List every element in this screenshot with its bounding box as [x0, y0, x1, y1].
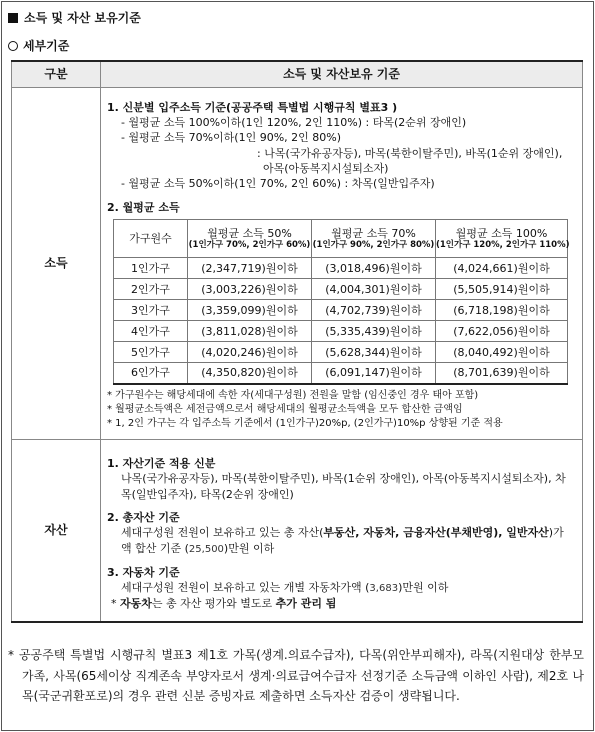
table-row — [114, 342, 568, 363]
asset-text-1: 나목(국가유공자등), 마목(북한이탈주민), 바목(1순위 장애인), 아목(아동복지시설퇴소자), 차목(일반입주자), 타목(2순위 장애인) — [121, 472, 566, 501]
table-cell: (3,359,099)원이하 — [188, 300, 312, 321]
income-col-household — [114, 220, 188, 258]
table-cell: (6,091,147)원이하 — [312, 363, 436, 384]
table-cell: 2인가구 — [114, 279, 188, 300]
column-header-text: (1인가구 120%, 2인가구 110%) — [436, 240, 570, 251]
asset-text-3 — [107, 580, 574, 596]
table-cell: (5,335,439)원이하 — [312, 321, 436, 342]
square-bullet-icon — [8, 13, 18, 23]
table-cell: (5,628,344)원이하 — [312, 342, 436, 363]
text-span: 는 총 자산 평가와 별도로 — [151, 597, 276, 611]
table-cell: (3,003,226)원이하 — [188, 279, 312, 300]
text-span: 추가 관리 됨 — [275, 597, 337, 611]
asset-note — [107, 596, 574, 611]
subsection-title: 세부기준 — [8, 38, 69, 55]
income-line-1: - 월평균 소득 100%이하(1인 120%, 2인 110%) : 타목(2순위 장애인) — [121, 115, 467, 129]
section-title: 소득 및 자산 보유기준 — [8, 10, 141, 27]
asset-row — [12, 439, 583, 622]
column-header-text: (1인가구 90%, 2인가구 80%) — [312, 240, 435, 251]
table-row — [114, 363, 568, 384]
income-col-50 — [188, 220, 312, 258]
header-criteria: 소득 및 자산보유 기준 — [101, 61, 583, 87]
income-note-2: * 월평균소득액은 세전금액으로서 해당세대의 월평균소득액을 모두 합산한 금액임 — [107, 403, 463, 415]
text-span: 세대구성원 전원이 보유하고 있는 개별 자동차가액 ( — [121, 581, 370, 595]
table-cell: (4,020,246)원이하 — [188, 342, 312, 363]
header-category: 구분 — [12, 61, 101, 87]
table-cell: (5,505,914)원이하 — [436, 279, 568, 300]
asset-heading-3: 3. 자동차 기준 — [107, 565, 180, 579]
income-criteria — [101, 87, 583, 439]
table-cell: (4,004,301)원이하 — [312, 279, 436, 300]
text-span: )만원 이하 — [398, 581, 449, 595]
text-span: 자동차 — [120, 597, 152, 611]
table-cell: (8,701,639)원이하 — [436, 363, 568, 384]
asset-heading-2: 2. 총자산 기준 — [107, 510, 180, 524]
income-line-2: - 월평균 소득 70%이하(1인 90%, 2인 80%) — [121, 131, 342, 145]
text-span: 부동산, 자동차, 금융자산(부채반영), 일반자산 — [323, 526, 549, 540]
table-cell: 4인가구 — [114, 321, 188, 342]
table-cell: (6,718,198)원이하 — [436, 300, 568, 321]
asset-criteria — [101, 439, 583, 622]
table-cell: 5인가구 — [114, 342, 188, 363]
table-cell: (7,622,056)원이하 — [436, 321, 568, 342]
column-header-text: 월평균 소득 70% — [331, 226, 416, 240]
income-line-5: - 월평균 소득 50%이하(1인 70%, 2인 60%) : 차목(일반입주자) — [121, 177, 435, 191]
income-line-4: 아목(아동복지시설퇴소자) — [263, 162, 389, 176]
monthly-income-table — [113, 219, 568, 385]
table-cell: (4,350,820)원이하 — [188, 363, 312, 384]
income-col-100 — [436, 220, 568, 258]
table-row — [114, 300, 568, 321]
income-heading-1: 1. 신분별 입주소득 기준(공공주택 특별법 시행규칙 별표3 ) — [107, 100, 398, 114]
table-cell: (3,811,028)원이하 — [188, 321, 312, 342]
table-cell: (4,024,661)원이하 — [436, 258, 568, 279]
text-span: 세대구성원 전원이 보유하고 있는 총 자산( — [121, 526, 324, 540]
text-span: 3,683 — [369, 583, 399, 595]
text-span: )가액 합산 기준 ( — [121, 526, 564, 555]
asset-heading-1: 1. 자산기준 적용 신분 — [107, 456, 216, 470]
table-row — [114, 279, 568, 300]
table-cell: (8,040,492)원이하 — [436, 342, 568, 363]
footnote: * 공공주택 특별법 시행규칙 별표3 제1호 가목(생계.의료수급자), 다목(위안부피해자), 라목(지원대상 한부모가족, 사목(65세이상 직계존속 부양자로서 생계·의료급여수급자 선정기준 소득금액 이하인 사람), 제2호 나목(국군귀환포로)의 경우 관련 신분 증빙자료 제출하면 소득자산 검증이 생략됩니다. — [8, 648, 584, 704]
income-note-1: * 가구원수는 해당세대에 속한 자(세대구성원) 전원을 말함 (임신중인 경우 태아 포함) — [107, 389, 479, 401]
table-cell: (3,018,496)원이하 — [312, 258, 436, 279]
asset-text-2 — [107, 525, 574, 556]
income-row — [12, 87, 583, 439]
text-span: * — [111, 597, 120, 611]
column-header-text: 월평균 소득 50% — [207, 226, 292, 240]
asset-label: 자산 — [12, 439, 101, 622]
table-cell: (4,702,739)원이하 — [312, 300, 436, 321]
text-span: 25,500 — [188, 543, 224, 555]
income-label: 소득 — [12, 87, 101, 439]
table-cell: 1인가구 — [114, 258, 188, 279]
table-row — [114, 321, 568, 342]
table-row — [114, 258, 568, 279]
income-col-70 — [312, 220, 436, 258]
income-line-3: : 나목(국가유공자등), 마목(북한이탈주민), 바목(1순위 장애인), — [257, 146, 563, 160]
column-header-text: (1인가구 70%, 2인가구 60%) — [188, 240, 311, 251]
column-header-text: 가구원수 — [129, 231, 172, 245]
table-cell: 6인가구 — [114, 363, 188, 384]
income-heading-2: 2. 월평균 소득 — [107, 200, 180, 214]
criteria-table — [11, 60, 583, 623]
table-cell: (2,347,719)원이하 — [188, 258, 312, 279]
text-span: )만원 이하 — [223, 541, 275, 555]
table-cell: 3인가구 — [114, 300, 188, 321]
income-note-3: * 1, 2인 가구는 각 입주소득 기준에서 (1인가구)20%p, (2인가구)10%p 상향된 기준 적용 — [107, 417, 503, 429]
column-header-text: 월평균 소득 100% — [455, 226, 548, 240]
circle-bullet-icon — [8, 41, 18, 51]
